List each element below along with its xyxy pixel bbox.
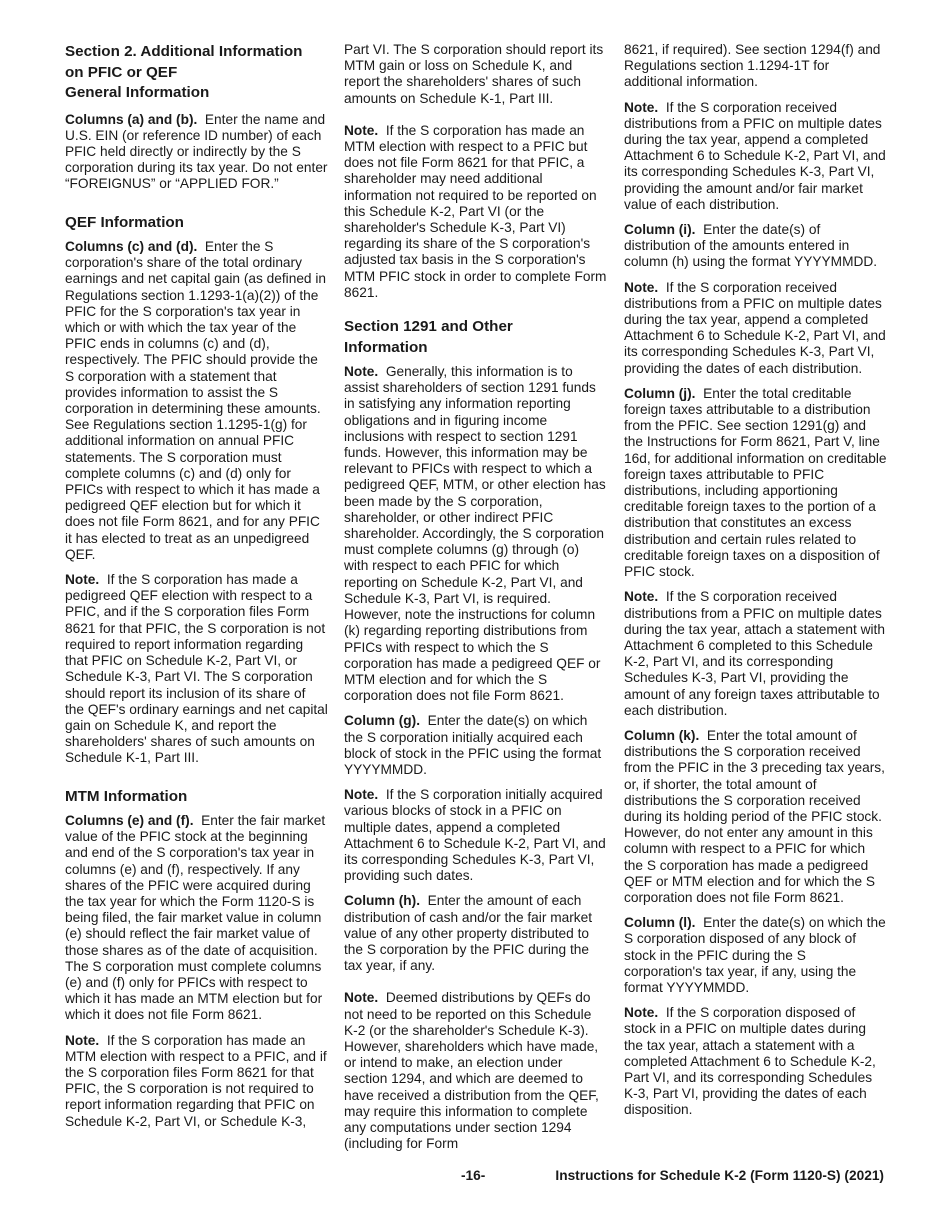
note-mtm-no-form-8621: Note. If the S corporation has made an MTM election with respect to a PFIC but does not file Form 8621 for that PFIC, a shareholder may need additional information not required to be reported on this Schedule K-2, Part VI (or the shareholder's Schedule K-3, Part VI) regarding its share of the S corporation's adjusted tax basis in the S corporation's MTM PFIC stock in order to complete Form 8621. bbox=[344, 122, 607, 300]
section-1291-heading: Section 1291 and Other Information bbox=[344, 318, 513, 356]
section-2-heading: Section 2. Additional Information on PFIC or QEF General Information bbox=[65, 43, 303, 101]
paragraph-columns-c-d: Columns (c) and (d). Enter the S corporation's share of the total ordinary earnings and net capital gain (as defined in Regulations section 1.1293-1(a)(2)) of the PFIC for the S corporation's tax year in which or with which the tax year of the PFIC ends in columns (c) and (d), respectively. The PFIC should provide the S corporation with a statement that provides information to assist the S corporation in determining these amounts. See Regulations section 1.1295-1(g) for additional information on annual PFIC statements. The S corporation must complete columns (c) and (d) only for PFICs with respect to which it has made a pedigreed QEF election but for which it does not file Form 8621, and for any PFIC it has elected to treat as an unpedigreed QEF. bbox=[65, 239, 327, 562]
note-multiple-acquisition-dates: Note. If the S corporation initially acquired various blocks of stock in a PFIC on multiple dates, append a completed Attachment 6 to Schedule K-2, Part VI, and its corresponding Schedules K-3, Part VI, providing such dates. bbox=[344, 787, 606, 884]
note-deemed-distributions: Note. Deemed distributions by QEFs do not need to be reported on this Schedule K-2 (or the shareholder's Schedule K-3). However, shareholders which have made, or intend to make, an election under section 1294, and which are deemed to have received a distribution from the QEF, may require this information to complete any computations under section 1294 (including for Form bbox=[344, 990, 599, 1152]
page-number: -16- bbox=[461, 1168, 486, 1183]
paragraph-part-vi-continued: Part VI. The S corporation should report its MTM gain or loss on Schedule K, and report the shareholders' shares of such amounts on Schedule K-1, Part III. bbox=[344, 42, 604, 106]
note-multiple-disposition-dates: Note. If the S corporation disposed of stock in a PFIC on multiple dates during the tax year, attach a statement with a completed Attachment 6 to Schedule K-2, Part VI, and its corresponding Schedules K-3, Part VI, providing the dates of each disposition. bbox=[624, 1005, 876, 1118]
column-right bbox=[624, 42, 887, 1128]
paragraph-section-1294-continued: 8621, if required). See section 1294(f) and Regulations section 1.1294-1T for additional information. bbox=[624, 42, 881, 90]
note-multiple-distribution-dates: Note. If the S corporation received distributions from a PFIC on multiple dates during the tax year, append a completed Attachment 6 to Schedule K-2, Part VI, and its corresponding Schedules K-3, Part VI, providing the dates of each distribution. bbox=[624, 279, 886, 376]
note-mtm-election: Note. If the S corporation has made an MTM election with respect to a PFIC, and if the S corporation files Form 8621 for that PFIC, the S corporation is not required to report information regarding that PFIC on Schedule K-2, Part VI, or Schedule K-3, bbox=[65, 1032, 327, 1129]
qef-information-heading: QEF Information bbox=[65, 213, 184, 231]
note-pedigreed-qef: Note. If the S corporation has made a pedigreed QEF election with respect to a PFIC, and if the S corporation files Form 8621 for that PFIC, the S corporation is not required to report information regarding that PFIC on Schedule K-2, Part VI, or Schedule K-3, Part VI. The S corporation should report its inclusion of its share of the QEF's ordinary earnings and net capital gain on Schedule K, and report the shareholders' shares of such amounts on Schedule K-1, Part III. bbox=[65, 572, 328, 766]
column-middle bbox=[344, 42, 607, 1161]
mtm-information-heading: MTM Information bbox=[65, 787, 188, 805]
paragraph-column-h: Column (h). Enter the amount of each distribution of cash and/or the fair market value of any other property distributed to the S corporation by the PFIC during the tax year, if any. bbox=[344, 893, 593, 974]
column-left bbox=[65, 42, 328, 1139]
note-foreign-taxes-statement: Note. If the S corporation received distributions from a PFIC on multiple dates during the tax year, attach a statement with Attachment 6 completed to this Schedule K-2, Part VI, and its corresponding Schedules K-3, Part VI, providing the amount of any foreign taxes attributable to each distribution. bbox=[624, 589, 885, 718]
paragraph-column-g: Column (g). Enter the date(s) on which the S corporation initially acquired each block of stock in the PFIC using the format YYYYMMDD. bbox=[344, 713, 602, 777]
paragraph-column-k: Column (k). Enter the total amount of distributions the S corporation received from the PFIC in the 3 preceding tax years, or, if shorter, the total amount of distributions the S corporation received during its holding period of the PFIC stock. However, do not enter any amount in this column with respect to a PFIC for which the S corporation has made a pedigreed QEF or MTM election and for which the S corporation does not file Form 8621. bbox=[624, 727, 885, 905]
paragraph-columns-e-f: Columns (e) and (f). Enter the fair market value of the PFIC stock at the beginning and end of the S corporation's tax year in columns (e) and (f), respectively. If any shares of the PFIC were acquired during the tax year for which the Form 1120-S is being filed, the fair market value in column (e) should reflect the fair market value of those shares as of the date of acquisition. The S corporation must complete columns (e) and (f) only for PFICs with respect to which it has made an MTM election but for which it does not file Form 8621. bbox=[65, 813, 326, 1023]
paragraph-column-i: Column (i). Enter the date(s) of distribution of the amounts entered in column (h) using the format YYYYMMDD. bbox=[624, 222, 878, 270]
paragraph-column-j: Column (j). Enter the total creditable foreign taxes attributable to a distribution from the PFIC. See section 1291(g) and the Instructions for Form 8621, Part V, line 16d, for additional information on creditable foreign taxes attributable to PFIC distributions, including apportioning creditable foreign taxes to the portion of a distribution that constitutes an excess distribution and certain rules related to creditable foreign taxes on a disposition of PFIC stock. bbox=[624, 385, 887, 580]
document-title: Instructions for Schedule K-2 (Form 1120-S) (2021) bbox=[555, 1168, 884, 1183]
paragraph-column-l: Column (l). Enter the date(s) on which the S corporation disposed of any block of stock in the PFIC during the S corporation's tax year, if any, using the format YYYYMMDD. bbox=[624, 915, 886, 995]
note-section-1291-funds: Note. Generally, this information is to assist shareholders of section 1291 funds in satisfying any information reporting obligations and in figuring income inclusions with respect to section 1291 funds. However, this information may be relevant to PFICs with respect to which a pedigreed QEF, MTM, or other election has been made by the S corporation, shareholder, or other indirect PFIC shareholder. Accordingly, the S corporation must complete columns (g) through (o) with respect to each PFIC for which reporting on Schedule K-2, Part VI, and Schedule K-3, Part VI, is required. However, note the instructions for column (k) regarding reporting distributions from PFICs with respect to which the S corporation has made a pedigreed QEF or MTM election and for which the S corporation does not file Form 8621. bbox=[344, 364, 606, 704]
paragraph-columns-a-b: Columns (a) and (b). Enter the name and U.S. EIN (or reference ID number) of each PFIC held directly or indirectly by the S corporation during its tax year. Do not enter “FOREIGNUS” or “APPLIED FOR.” bbox=[65, 111, 328, 192]
note-multiple-distribution-amounts: Note. If the S corporation received distributions from a PFIC on multiple dates during the tax year, append a completed Attachment 6 to Schedule K-2, Part VI, and its corresponding Schedules K-3, Part VI, providing the amount and/or fair market value of each distribution. bbox=[624, 99, 886, 212]
